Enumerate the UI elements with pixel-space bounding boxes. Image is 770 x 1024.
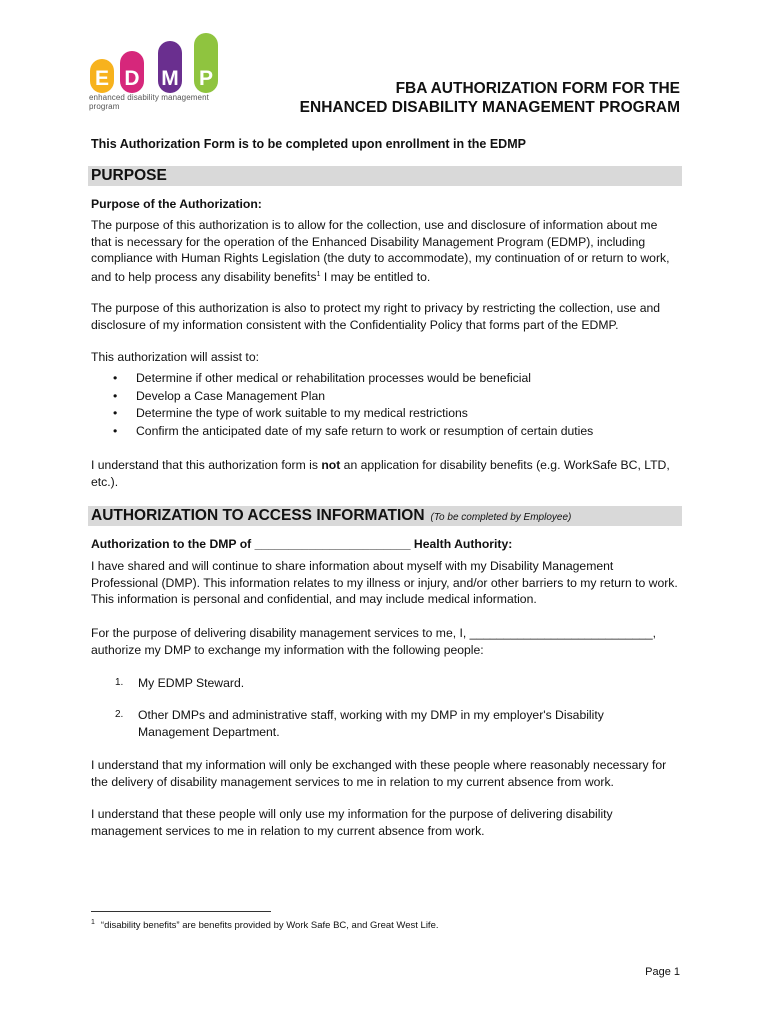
assist-bullet-list — [91, 370, 593, 440]
purpose-heading: PURPOSE — [91, 167, 167, 184]
footnote: $^1$ “disability benefits” are benefits provided by Work Safe BC, and Great West Life. — [91, 919, 439, 932]
form-title-line2: ENHANCED DISABILITY MANAGEMENT PROGRAM — [299, 99, 680, 116]
intro-text: This Authorization Form is to be completed upon enrollment in the EDMP — [91, 137, 526, 151]
understand-not-application: I understand that this authorization form is not an application for disability benefits (e.g. WorkSafe BC, LTD, etc.). — [91, 458, 670, 489]
form-title — [300, 79, 680, 117]
logo-pill-p: P — [194, 33, 218, 93]
access-heading-note: (To be completed by Employee) — [430, 512, 572, 523]
list-item: • Determine the type of work suitable to my medical restrictions — [91, 405, 593, 423]
purpose-subheading: Purpose of the Authorization: — [91, 197, 262, 211]
list-item: • Confirm the anticipated date of my safe return to work or resumption of certain duties — [91, 423, 593, 441]
logo-pill-d: D — [120, 51, 144, 93]
logo-tagline: enhanced disability management program — [89, 93, 209, 111]
purpose-section-header — [88, 166, 682, 186]
access-section-header — [88, 506, 682, 526]
purpose-paragraph-2: The purpose of this authorization is also to protect my right to privacy by restricting the collection, use and disclosure of my information consistent with the Confidentiality Policy that forms part of the EDMP. — [91, 301, 661, 332]
edmp-logo — [86, 30, 236, 115]
access-heading: AUTHORIZATION TO ACCESS INFORMATION (To be completed by Employee) — [91, 507, 572, 524]
form-title-line1: FBA AUTHORIZATION FORM FOR THE — [395, 80, 680, 97]
access-paragraph-1: I have shared and will continue to share information about myself with my Disability Management Professional (DMP). This information relates to my illness or injury, and/or other barriers to my return to work. This information is personal and confidential, and may include medical information. — [91, 559, 678, 606]
list-item: • Determine if other medical or rehabilitation processes would be beneficial — [91, 370, 593, 388]
page-number: Page 1 — [645, 966, 680, 978]
access-paragraph-4: I understand that these people will only use my information for the purpose of delivering disability management services to me in relation to my current absence from work. — [91, 807, 613, 838]
logo-pill-m: M — [158, 41, 182, 93]
access-subheading: Authorization to the DMP of _______________________ Health Authority: — [91, 537, 513, 551]
access-paragraph-3: I understand that my information will only be exchanged with these people where reasonably necessary for the delivery of disability management services to me in relation to my current absence from work. — [91, 758, 667, 789]
assist-intro: This authorization will assist to: — [91, 350, 259, 364]
footnote-divider — [91, 911, 271, 912]
purpose-paragraph-1: The purpose of this authorization is to allow for the collection, use and disclosure of information about me that is necessary for the operation of the Enhanced Disability Management Program (EDMP), including compliance with Human Rights Legislation (the duty to accommodate), my continuation of or return to work, and to help process any disability benefits$^1$ I may be entitled to. — [91, 218, 670, 284]
access-paragraph-2: For the purpose of delivering disability management services to me, I, ___________________________, authorize my DMP to exchange my information with the following people: — [91, 626, 657, 657]
list-item: • Develop a Case Management Plan — [91, 388, 593, 406]
logo-pill-e: E — [90, 59, 114, 93]
